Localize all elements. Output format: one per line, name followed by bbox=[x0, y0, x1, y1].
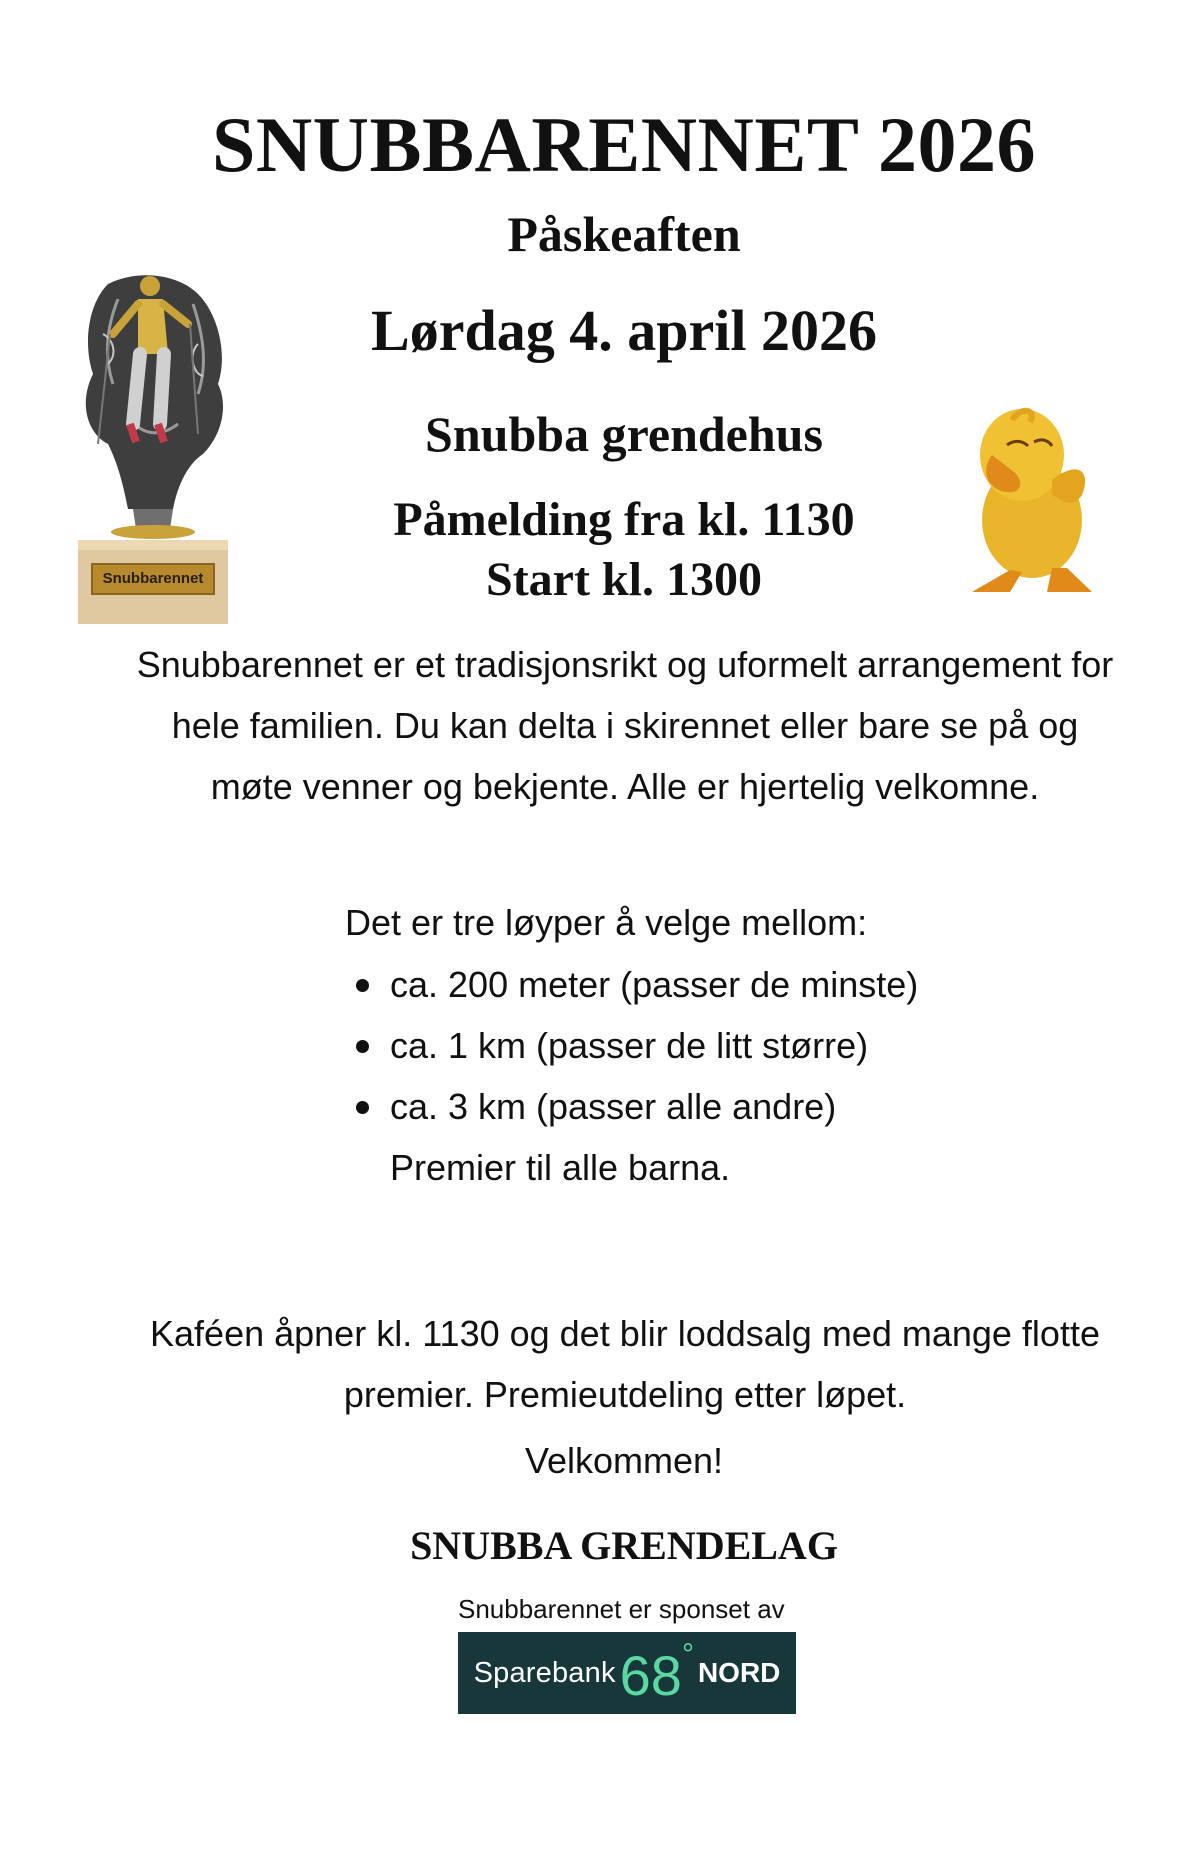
trophy-image bbox=[78, 264, 228, 629]
signup-time: Påmelding fra kl. 1130 bbox=[393, 493, 855, 546]
duck-figurine-image bbox=[952, 400, 1102, 605]
poster-subtitle: Påskeaften bbox=[507, 206, 741, 262]
sponsor-logo-degree: ° bbox=[681, 1638, 694, 1671]
sponsor-logo-nord: NORD bbox=[697, 1657, 781, 1688]
bullet-icon bbox=[356, 1040, 369, 1053]
poster-title: SNUBBARENNET 2026 bbox=[211, 101, 1037, 188]
start-time: Start kl. 1300 bbox=[486, 553, 762, 606]
prizes-text: Premier til alle barna. bbox=[390, 1147, 731, 1188]
list-item: ca. 1 km (passer de litt større) bbox=[350, 1015, 918, 1076]
courses-intro: Det er tre løyper å velge mellom: bbox=[345, 902, 868, 943]
bullet-icon bbox=[356, 1101, 369, 1114]
organizer-name: SNUBBA GRENDELAG bbox=[410, 1523, 838, 1568]
sponsor-logo bbox=[458, 1632, 796, 1714]
welcome-text: Velkommen! bbox=[524, 1440, 724, 1481]
bullet-icon bbox=[356, 979, 369, 992]
list-item: ca. 3 km (passer alle andre) bbox=[350, 1076, 918, 1137]
course-list bbox=[350, 954, 918, 1137]
intro-paragraph: Snubbarennet er et tradisjonsrikt og uformelt arrangement for hele familien. Du kan delta i skirennet eller bare se på og møte venner og bekjente. Alle er hjertelig velkomne. bbox=[136, 644, 1114, 807]
event-date: Lørdag 4. april 2026 bbox=[371, 298, 877, 363]
sponsor-text: Snubbarennet er sponset av bbox=[458, 1594, 785, 1624]
trophy-plaque-text: Snubbarennet bbox=[102, 570, 204, 587]
sponsor-logo-number: 68 bbox=[619, 1644, 682, 1707]
sponsor-logo-word: Sparebank bbox=[473, 1656, 616, 1689]
cafe-paragraph: Kaféen åpner kl. 1130 og det blir loddsalg med mange flotte premier. Premieutdeling etter løpet. bbox=[150, 1313, 1100, 1415]
event-venue: Snubba grendehus bbox=[425, 406, 823, 462]
list-item: ca. 200 meter (passer de minste) bbox=[350, 954, 918, 1015]
